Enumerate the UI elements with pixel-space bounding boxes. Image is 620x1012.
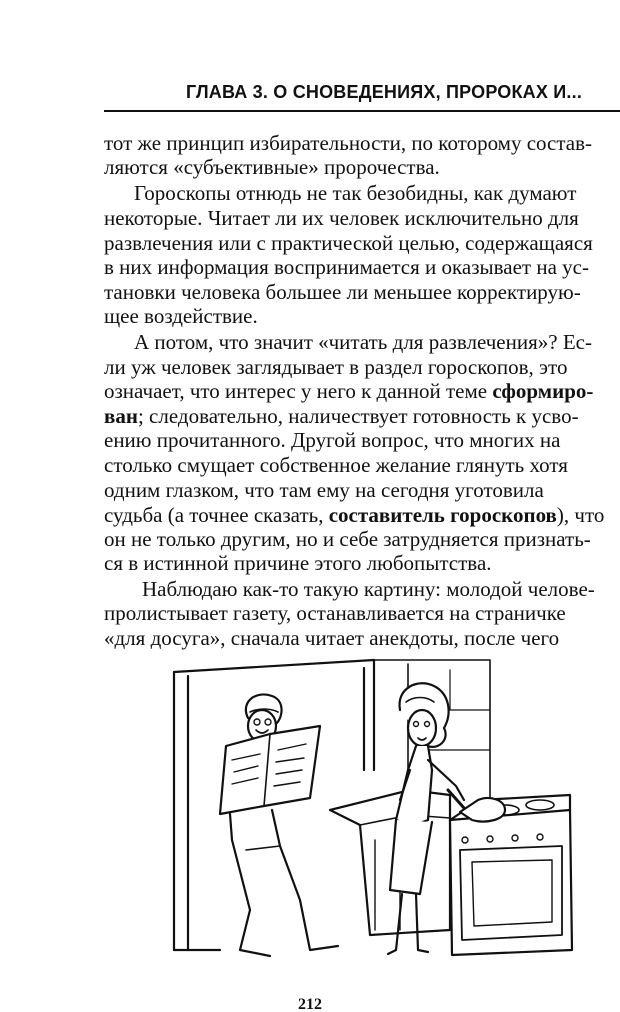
text-line: в них информация воспринимается и оказывает на ус- <box>104 255 589 279</box>
text-line: тот же принцип избирательности, по которому состав- <box>104 131 593 155</box>
header-rule <box>104 110 620 112</box>
running-head: ГЛАВА 3. О СНОВЕДЕНИЯХ, ПРОРОКАХ И... <box>186 82 583 102</box>
text-line: ляются «субъективные» пророчества. <box>104 155 440 179</box>
text-line: некоторые. Читает ли их человек исключительно для <box>104 206 579 230</box>
bold-term: ван <box>104 404 138 428</box>
text-line: ению прочитанного. Другой вопрос, что многих на <box>104 428 561 452</box>
man-reading-newspaper <box>220 694 338 956</box>
text-line: означает, что интерес у него к данной теме сформиро- <box>104 379 594 403</box>
text-line: ли уж человек заглядывает в раздел гороскопов, это <box>104 355 568 379</box>
kitchen-cartoon-illustration <box>160 650 580 980</box>
text-line: тановки человека большее ли меньшее корректирую- <box>104 280 581 304</box>
stove <box>450 810 572 955</box>
paragraph-first-line: Наблюдаю как-то такую картину: молодой челове- <box>142 577 595 601</box>
text-line: ся в истинной причине этого любопытства. <box>104 551 492 575</box>
text-line: столько смущает собственное желание глянуть хотя <box>104 453 568 477</box>
text-line: развлечения или с практической целью, содержащаяся <box>104 231 593 255</box>
text-line: пролистывает газету, останавливается на страничке <box>104 601 566 625</box>
bold-term: составитель гороскопов <box>328 503 557 527</box>
bold-term: сформиро- <box>492 379 594 403</box>
kitchen-counter <box>330 790 450 935</box>
text-line: одним глазком, что там ему на сегодня уготовила <box>104 478 544 502</box>
text-line: «для досуга», сначала читает анекдоты, после чего <box>104 626 560 650</box>
text-line: он не только другим, но и себе затрудняется признать- <box>104 527 591 551</box>
paragraph-first-line: Гороскопы отнюдь не так безобидны, как думают <box>134 181 577 205</box>
text-line: судьба (а точнее сказать, составитель гороскопов), что <box>104 503 605 527</box>
paragraph-first-line: А потом, что значит «читать для развлечения»? Ес- <box>134 330 592 354</box>
page-number: 212 <box>298 996 322 1012</box>
text-line: ван; следовательно, наличествует готовность к усво- <box>104 404 579 428</box>
text-line: щее воздействие. <box>104 304 258 328</box>
